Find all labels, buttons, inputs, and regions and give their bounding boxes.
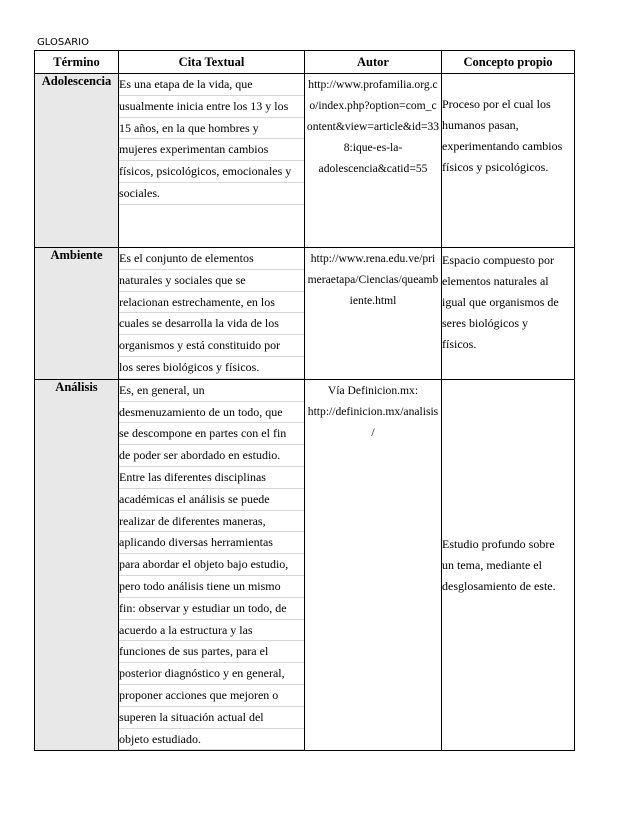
glossary-table [34,50,575,751]
quote-line: fin: observar y estudiar un todo, de [119,598,304,620]
author-line: adolescencia&catid=55 [318,162,428,175]
quote-line: para abordar el objeto bajo estudio, [119,554,304,576]
quote-line: los seres biológicos y físicos. [119,357,304,379]
concept-line: Estudio profundo sobre [442,536,555,551]
concept-line: Espacio compuesto por [442,253,554,267]
quote-line: de poder ser abordado en estudio. [119,445,304,467]
quote-cell [119,74,305,248]
quote-line: acuerdo a la estructura y las [119,620,304,642]
author-cell [305,379,442,751]
concept-line: físicos y psicológicos. [442,160,549,174]
quote-line: superen la situación actual del [119,707,304,729]
term-cell: Adolescencia [35,74,119,248]
concept-line: Proceso por el cual los [442,97,551,111]
quote-line: 15 años, en la que hombres y [119,118,304,140]
concept-cell [442,379,575,751]
quote-line: desmenuzamiento de un todo, que [119,402,304,424]
quote-cell [119,379,305,751]
quote-line: pero todo análisis tiene un mismo [119,576,304,598]
quote-line: físicos, psicológicos, emocionales y [119,161,304,183]
author-line: iente.html [349,294,397,307]
header-row [35,51,575,74]
quote-line: proponer acciones que mejoren o [119,685,304,707]
quote-line: Entre las diferentes disciplinas [119,467,304,489]
quote-line: Es una etapa de la vida, que [119,74,304,96]
concept-line: físicos. [442,337,477,351]
quote-line: realizar de diferentes maneras, [119,511,304,533]
term-cell: Análisis [35,379,119,751]
quote-line: se descompone en partes con el fin [119,423,304,445]
author-cell [305,248,442,380]
quote-line: sociales. [119,183,304,205]
concept-line: igual que organismos de [442,295,559,309]
quote-line: cuales se desarrolla la vida de los [119,313,304,335]
quote-line: Es el conjunto de elementos [119,248,304,270]
quote-line: mujeres experimentan cambios [119,139,304,161]
quote-line: académicas el análisis se puede [119,489,304,511]
quote-line: posterior diagnóstico y en general, [119,663,304,685]
author-line: ontent&view=article&id=33 [306,120,440,133]
concept-line: experimentando cambios [442,139,563,153]
author-line: http://definicion.mx/analisis [307,404,439,418]
term-cell: Ambiente [35,248,119,380]
quote-cell [119,248,305,380]
quote-line: objeto estudiado. [119,729,304,751]
concept-cell [442,74,575,248]
concept-line: desglosamiento de este. [442,578,556,593]
quote-line: naturales y sociales que se [119,270,304,292]
page-label: GLOSARIO [37,37,89,48]
author-line: Vía Definicion.mx: [327,383,419,397]
quote-line: aplicando diversas herramientas [119,532,304,554]
concept-line: seres biológicos y [442,316,528,330]
author-line: o/index.php?option=com_c [309,99,437,112]
header-quote: Cita Textual [119,51,305,74]
author-line: http://www.profamilia.org.c [308,78,438,91]
concept-cell [442,248,575,380]
quote-line: organismos y está constituido por [119,335,304,357]
author-line: 8:ique-es-la- [343,141,403,154]
header-concept: Concepto propio [442,51,575,74]
table-row [35,248,575,380]
table-row [35,74,575,248]
quote-line: usualmente inicia entre los 13 y los [119,96,304,118]
quote-line: Es, en general, un [119,380,304,402]
concept-line: humanos pasan, [442,118,519,132]
author-line: meraetapa/Ciencias/queamb [307,273,439,286]
concept-line: un tema, mediante el [442,557,542,572]
concept-line: elementos naturales al [442,274,549,288]
header-author: Autor [305,51,442,74]
author-line: http://www.rena.edu.ve/pri [310,252,436,265]
author-cell [305,74,442,248]
quote-line: funciones de sus partes, para el [119,641,304,663]
author-line: / [371,425,375,439]
header-term: Término [35,51,119,74]
quote-line: relacionan estrechamente, en los [119,292,304,314]
table-row [35,379,575,751]
